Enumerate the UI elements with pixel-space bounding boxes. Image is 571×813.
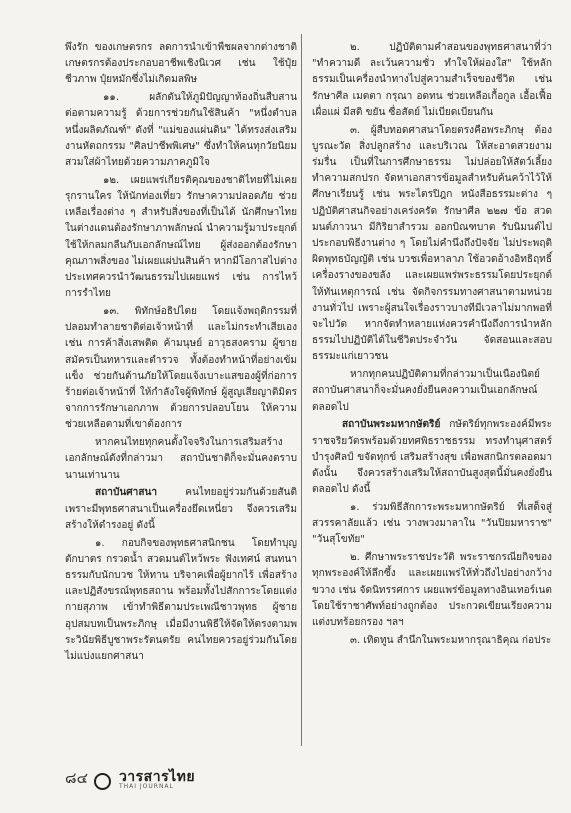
paragraph: ๓. ผู้สืบทอดศาสนาโดยตรงคือพระภิกษุ ต้องบูรณะวัด สิ่งปลูกสร้าง และบริเวณ ให้สะอาดสวยงามร่มรื่น เป็นที่ในการศึกษาธรรม ไม่ปล่อยให้สัตว์เลี้ยงทำความสกปรก จัดหาเอกสารข้อมูลสำหรับค้นคว้าไว้ให้ศึกษาเรียนรู้ เช่น พระไตรปิฎก หนังสือธรรมะต่าง ๆ ปฏิบัติศาสนกิจอย่างเคร่งครัด รักษาศีล ๒๒๗ ข้อ สวดมนต์ภาวนา มีกิริยาสำรวม ออกบิณฑบาต รับนิมนต์ไปประกอบพิธีงานต่าง ๆ โดยไม่คำนึงถึงปัจจัย ไม่ประพฤติผิดพุทธบัญญัติ เช่น บวชเพื่อหาลาภ ใช้อวดอ้างอิทธิฤทธิ์ เครื่องรางของขลัง และเผยแพร่พระธรรมโดยประยุกต์ให้ทันเหตุการณ์ เช่น จัดกิจกรรมทางศาสนาตามหน่วยงานทั่วไป เพราะผู้สนใจเรื่องราวบางทีมีเวลาไม่มากพอที่จะไปวัด หากจัดทำหลายแห่งควรคำนึงถึงการนำหลักธรรมไปปฏิบัติได้ในชีวิตประจำวัน จัดสอนและสอบธรรมะแก่เยาวชน [312,124,552,363]
paragraph: ๓. เทิดทูน สำนึกในพระมหากรุณาธิคุณ ก่อประ [350,634,552,646]
paragraph: หากคนไทยทุกคนตั้งใจจริงในการเสริมสร้างเอกลักษณ์ดังที่กล่าวมา สถาบันชาติก็จะมั่นคงตราบนานเท่านาน [65,437,297,481]
paragraph-with-heading [312,417,552,498]
page-footer [65,766,195,790]
column-divider [301,34,302,746]
paragraph-with-heading [65,485,297,534]
paragraph: ๒. ศึกษาพระราชประวัติ พระราชกรณียกิจของทุกพระองค์ให้ลึกซึ้ง และเผยแพร่ให้ทั่วถึงไปอย่างกว้างขวาง เช่น จัดนิทรรศการ เผยแพร่ข้อมูลทางอินเทอร์เนต โดยใช้ราชาศัพท์อย่างถูกต้อง ประกวดเขียนเรียงความ แต่งบทร้อยกรอง ฯลฯ [312,552,552,629]
journal-logo-thai: วารสารไทย [118,769,196,785]
section-heading-monarchy: สถาบันพระมหากษัตริย์ [342,419,441,431]
paragraph-text: คนไทยอยู่ร่วมกันด้วยสันติ เพราะมีพุทธศาสนาเป็นเครื่องยึดเหนี่ยว จึงควรเสริมสร้างให้ดำรงอยู่ ดังนี้ [65,487,297,531]
section-heading-religion: สถาบันศาสนา [95,487,158,499]
left-column [65,40,297,667]
paragraph: ๑. ร่วมพิธีสักการะพระมหากษัตริย์ ที่เสด็จสู่สวรรคาลัยแล้ว เช่น วางพวงมาลาใน "วันปิยมหาราช" "วันสุโขทัย" [312,502,552,546]
journal-logo [119,770,195,790]
paragraph: พึงรัก ของเกษตรกร ลดการนำเข้าพืชผลจากต่างชาติ เกษตรกรต้องประกอบอาชีพเชิงนิเวศ เช่น ใช้ปุ๋ยชีวภาพ ปุ๋ยหมักซึ่งไม่เกิดมลพิษ [65,42,297,86]
paragraph-text: กษัตริย์ทุกพระองค์มีพระราชจริยวัตรพร้อมด้วยทศพิธราชธรรม ทรงทำนุศาสตร์ บำรุงศิลป์ ขจัดทุกข์ เสริมสร้างสุข เพื่อพสกนิกรตลอดมา ดังนั้น จึงควรสร้างเสริมให้สถาบันสูงสุดนี้มั่นคงยั่งยืนตลอดไป ดังนี้ [312,419,552,496]
right-column [312,40,552,651]
page-number: ๘๔ [65,769,88,787]
journal-logo-english: THAI JOURNAL [118,783,174,790]
paragraph: ๑๒. เผยแพร่เกียรติคุณของชาติไทยที่ไม่เคยรุกรานใคร ให้นักท่องเที่ยว รักษาความปลอดภัย ช่วยเหลือเรื่องต่าง ๆ สำหรับสิ่งของที่เป็นได้ นักศึกษาไทยในต่างแดนต้องรักษาภาพลักษณ์ นำความรู้มาประยุกต์ใช้ให้กลมกลืนกับเอกลักษณ์ไทย ผู้ส่งออกต้องรักษาคุณภาพสิ่งของ ไม่เผยแผ่ปนสินค้า หากมีโอกาสไปต่างประเทศควรนำวัฒนธรรมไปเผยแพร่ เช่น การไหว้ การรำไทย [65,174,297,300]
paragraph: ๑๑. ผลักดันให้ภูมิปัญญาท้องถิ่นสืบสานต่อตามความรู้ ด้วยการช่วยกันใช้สินค้า "หนึ่งตำบล หนึ่งผลิตภัณฑ์" ดังที่ "แม่ของแผ่นดิน" ได้ทรงส่งเสริมงานหัตถกรรม "ศิลปาชีพพิเศษ" ซึ่งทำให้คนทุกวัยนิยมสวมใส่ผ้าไทยด้วยความภาคภูมิใจ [65,92,297,169]
paragraph: หากทุกคนปฏิบัติตามที่กล่าวมาเป็นเนืองนิตย์ สถาบันศาสนาก็จะมั่นคงยั่งยืนคงความเป็นเอกลักษณ์ตลอดไป [312,369,540,413]
paragraph: ๑๓. พิทักษ์อธิปไตย โดยแจ้งพฤติกรรมที่ปลอมทำลายชาติต่อเจ้าหน้าที่ และไม่กระทำเสียเอง เช่น การค้าสิ่งเสพติด ค้ามนุษย์ อาวุธสงคราม ผู้ขายสมัครเป็นทหารและตำรวจ ทั้งต้องทำหน้าที่อย่างเข้มแข็ง ช่วยกันต้านภัยให้โดยแจ้งเบาะแสของผู้ที่ก่อการร้ายต่อเจ้าหน้าที่ ให้กำลังใจผู้พิทักษ์ ผู้สูญเสียญาติมิตรจากการรักษาเอกภาพ ด้วยการปลอบโยน ให้ความช่วยเหลือตามที่เขาต้องการ [65,306,297,431]
paragraph: ๑. กอบกิจของพุทธศาสนิกชน โดยทำบุญตักบาตร กรวดน้ำ สวดมนต์ไหว้พระ ฟังเทศน์ สนทนาธรรมกับนักบวช ให้ทาน บริจาคเพื่อผู้ยากไร้ เพื่อสร้างและปฏิสังขรณ์พุทธสถาน พร้อมทั้งไปสักการะโดยแต่งกายสุภาพ เข้าทำพิธีตามประเพณีชาวพุทธ ผู้ชายอุปสมบทเป็นพระภิกษุ เมื่อมีงานพิธีให้จัดให้ตรงตามพระวินัยพิธีบูชาพระรัตนตรัย คนไทยควรอยู่ร่วมกันโดยไม่แบ่งแยกศาสนา [65,537,297,663]
journal-logo-icon [94,773,111,790]
paragraph: ๒. ปฏิบัติตามคำสอนของพุทธศาสนาที่ว่า "ทำความดี ละเว้นความชั่ว ทำใจให้ผ่องใส" ใช้หลักธรรมเป็นเครื่องนำทางไปสู่ความสำเร็จของชีวิต เช่น รักษาศีล เมตตา กรุณา อดทน ช่วยเหลือเกื้อกูล เอื้อเฟื้อเผื่อแผ่ มีสติ ขยัน ซื่อสัตย์ ไม่เบียดเบียนกัน [312,42,552,118]
